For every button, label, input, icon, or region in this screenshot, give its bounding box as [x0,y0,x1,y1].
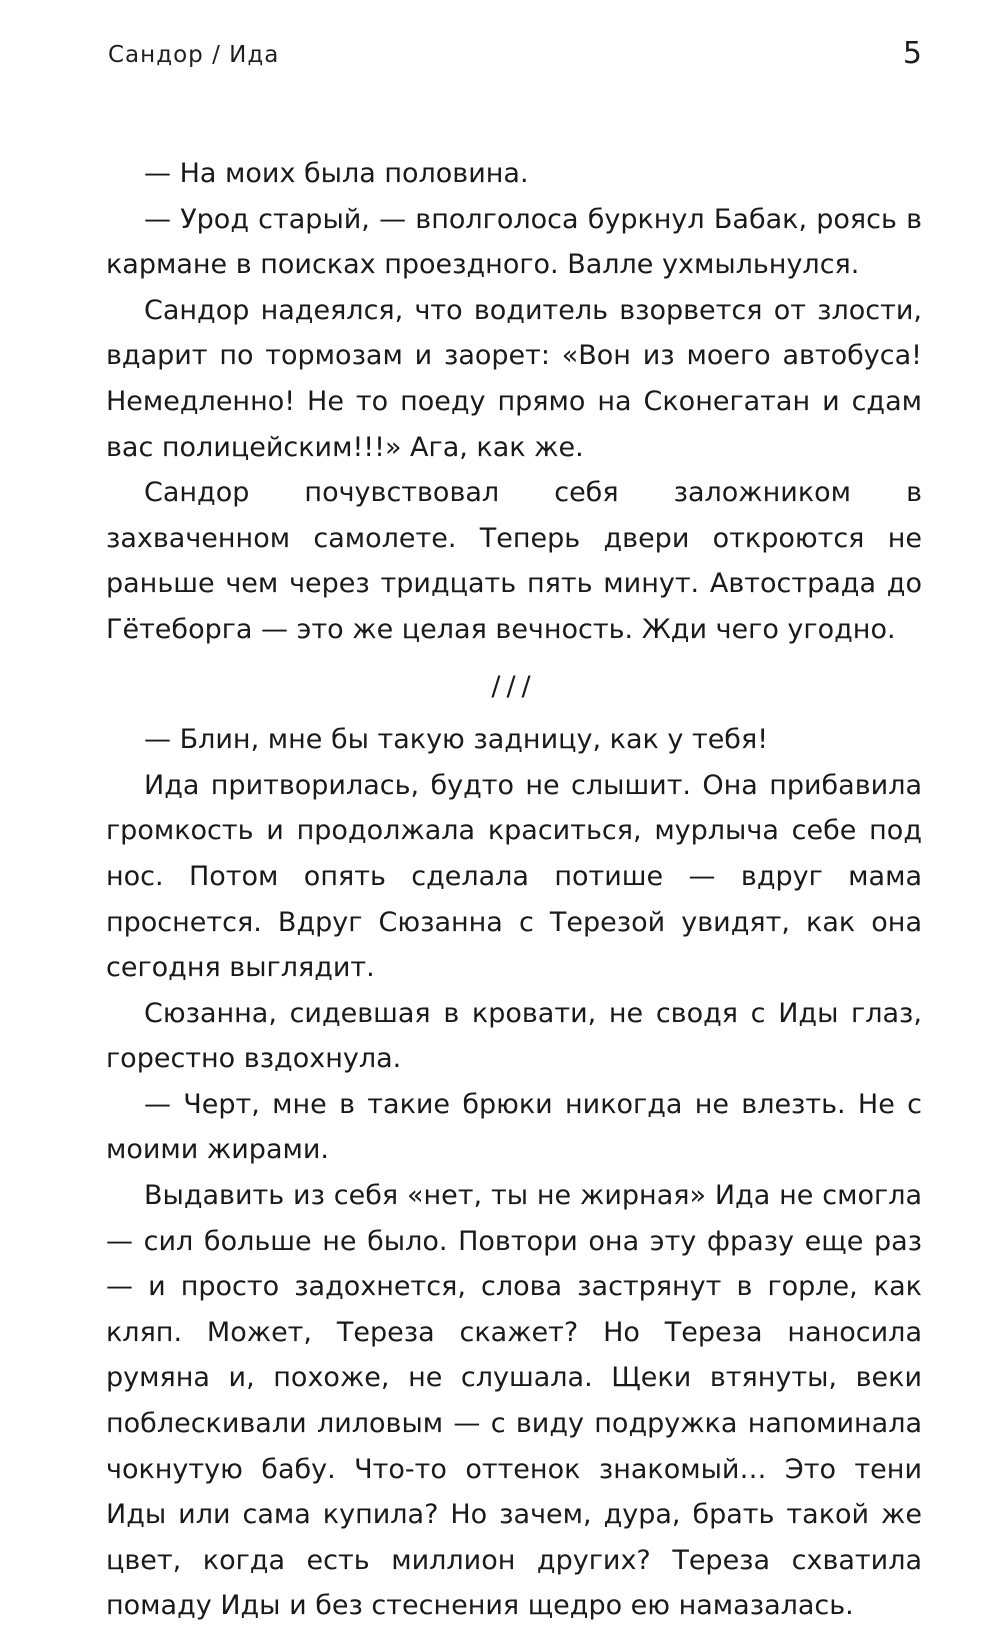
paragraph: Сандор надеялся, что водитель взорвется от злости, вдарит по тормозам и заорет: «Вон из моего автобуса! Немедленно! Не то поеду прямо на Сконегатан и сдам вас полицейским!!!» Ага, как же. [106,294,922,463]
section-separator: /// [491,670,537,702]
running-head: Сандор / Ида [108,42,280,68]
paragraph: Сандор почувствовал себя заложником в захваченном самолете. Теперь двери откроются не раньше чем через тридцать пять минут. Автострада до Гётеборга — это же целая вечность. Жди чего угодно. [106,477,922,645]
paragraph: — Урод старый, — вполголоса буркнул Бабак, роясь в кармане в поисках проездного. Валле ухмыльнулся. [106,203,922,281]
paragraph: — Блин, мне бы такую задницу, как у тебя! [144,724,769,756]
paragraph: Сюзанна, сидевшая в кровати, не сводя с Иды глаз, горестно вздохнула. [106,997,922,1075]
paragraph: — На моих была половина. [144,158,529,189]
paragraph: Выдавить из себя «нет, ты не жирная» Ида не смогла — сил больше не было. Повтори она эту фразу еще раз — и просто задохнется, слова застрянут в горле, как кляп. Может, Тереза скажет? Но Тереза наносила румяна и, похоже, не слушала. Щеки втянуты, веки поблескивали лиловым — с виду подружка напоминала чокнутую бабу. Что-то оттенок знакомый… Это тени Иды или сама купила? Но зачем, дура, брать такой же цвет, когда есть миллион других? Тереза схватила помаду Иды и без стеснения щедро ею намазалась. [106,1180,922,1622]
page-number: 5 [902,36,922,71]
paragraph: — Черт, мне в такие брюки никогда не влезть. Не с моими жирами. [106,1088,922,1166]
paragraph: Ида притворилась, будто не слышит. Она прибавила громкость и продолжала краситься, мурлыча себе под нос. Потом опять сделала потише — вдруг мама проснется. Вдруг Сюзанна с Терезой увидят, как она сегодня выглядит. [106,769,922,984]
body-text [106,151,922,1629]
